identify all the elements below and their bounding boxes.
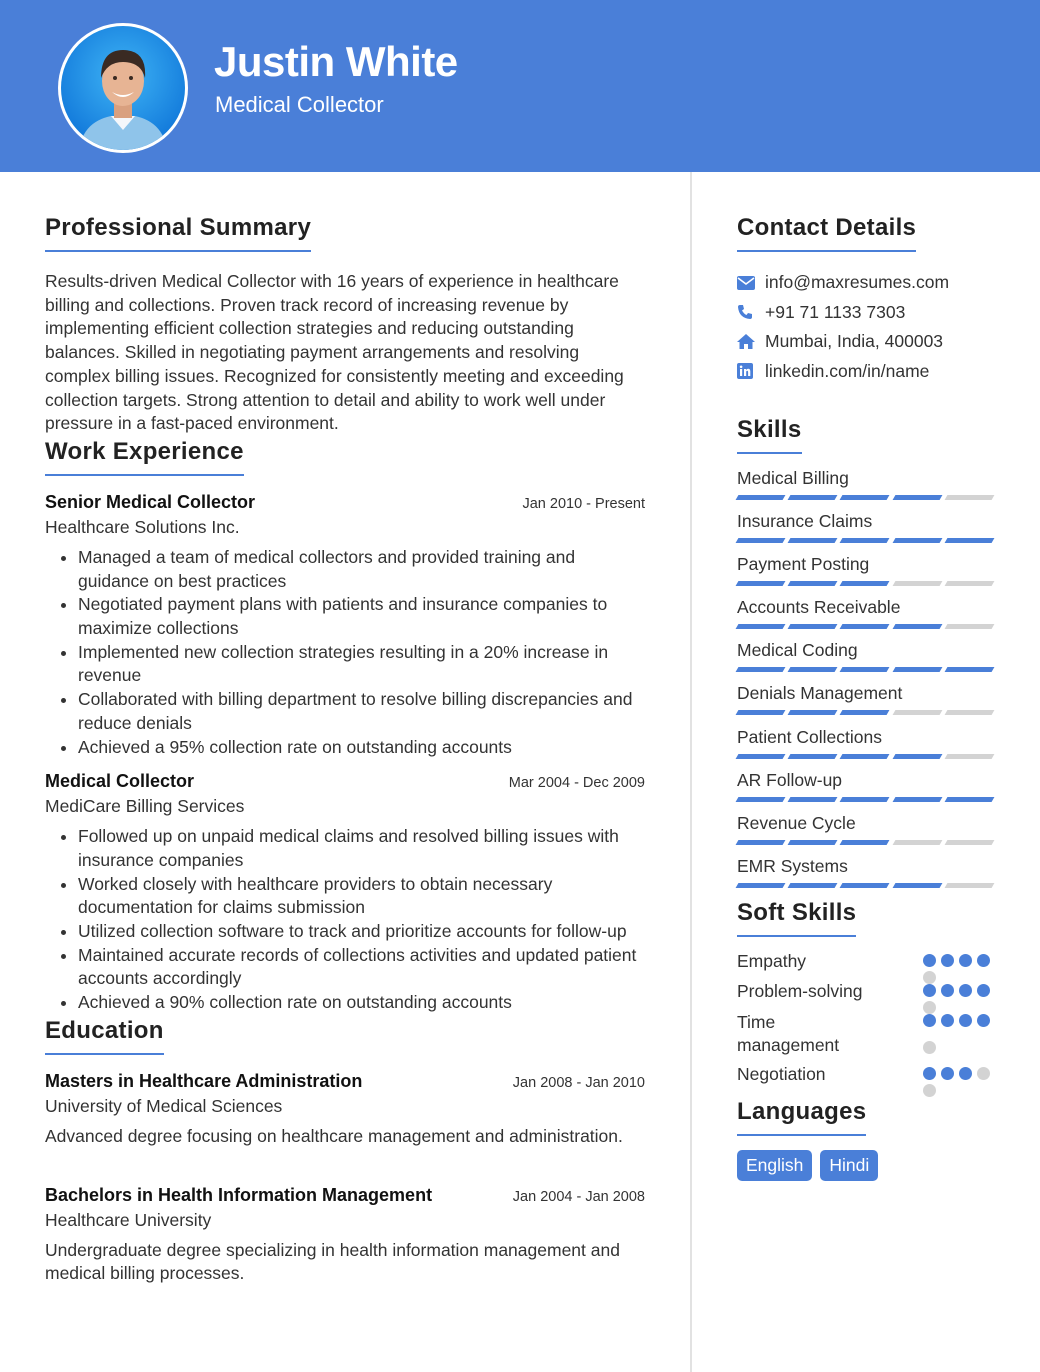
job-bullet: • Maintained accurate records of collections activities and updated patient accounts accordingly <box>78 944 645 991</box>
skill-level-segment <box>736 840 786 845</box>
job-entry <box>45 771 645 1015</box>
rating-dot <box>923 984 936 997</box>
languages-heading: Languages <box>737 1098 866 1136</box>
soft-skill-row <box>737 1064 995 1098</box>
soft-skill-rating <box>923 981 995 1011</box>
soft-skill-name: Negotiation <box>737 1063 826 1084</box>
job-date: Jan 2010 - Present <box>522 495 645 512</box>
school-name: Healthcare University <box>45 1209 212 1230</box>
rating-dot <box>977 984 990 997</box>
skill-level-bar <box>737 538 995 543</box>
rating-dot <box>977 1014 990 1027</box>
skill-level-segment <box>736 538 786 543</box>
skill-level-segment <box>892 495 942 500</box>
skill-level-segment <box>840 710 890 715</box>
job-title: Senior Medical Collector <box>45 491 256 512</box>
soft-skill-rating <box>923 1064 995 1098</box>
summary-heading: Professional Summary <box>45 214 311 252</box>
rating-dot <box>941 984 954 997</box>
skill-level-segment <box>892 667 942 672</box>
soft-skill-row <box>737 1011 995 1064</box>
skill-level-segment <box>840 754 890 759</box>
contact-heading: Contact Details <box>737 214 916 252</box>
linkedin-icon <box>737 363 765 379</box>
email-text: info@maxresumes.com <box>765 272 950 293</box>
skill-name: AR Follow-up <box>737 769 843 790</box>
job-bullet: • Collaborated with billing department to resolve billing discrepancies and reduce denials <box>78 688 645 735</box>
job-entry <box>45 492 645 759</box>
skill-level-bar <box>737 883 995 888</box>
skill-level-segment <box>892 581 942 586</box>
skill-item <box>737 813 995 856</box>
education-heading: Education <box>45 1017 164 1055</box>
soft-skills-list <box>737 951 995 1098</box>
soft-skill-rating <box>923 1011 995 1064</box>
skill-level-segment <box>788 538 838 543</box>
soft-skill-row <box>737 951 995 981</box>
skill-level-segment <box>736 797 786 802</box>
skill-level-segment <box>736 667 786 672</box>
job-bullet: • Worked closely with healthcare providers to obtain necessary documentation for claims submission <box>78 873 645 920</box>
skill-level-segment <box>944 624 994 629</box>
phone-icon <box>737 304 765 320</box>
skill-name: Denials Management <box>737 683 903 704</box>
skill-level-bar <box>737 754 995 759</box>
skill-level-segment <box>892 754 942 759</box>
soft-skill-rating <box>923 951 995 981</box>
education-description: Undergraduate degree specializing in health information management and medical billing processes. <box>45 1239 620 1284</box>
job-bullet: • Managed a team of medical collectors and provided training and guidance on best practices <box>78 546 645 593</box>
rating-dot <box>941 1067 954 1080</box>
skill-name: Accounts Receivable <box>737 597 901 618</box>
skill-level-segment <box>788 883 838 888</box>
experience-heading: Work Experience <box>45 438 244 476</box>
skill-level-segment <box>944 495 994 500</box>
soft-skill-name: Empathy <box>737 950 807 971</box>
skill-level-segment <box>788 624 838 629</box>
skill-level-segment <box>892 538 942 543</box>
skill-level-segment <box>788 754 838 759</box>
skill-name: Medical Coding <box>737 640 858 661</box>
home-icon <box>737 334 765 349</box>
skill-level-segment <box>944 538 994 543</box>
language-tags <box>737 1150 995 1181</box>
soft-skill-name: Problem-solving <box>737 980 863 1001</box>
job-date: Mar 2004 - Dec 2009 <box>508 775 645 792</box>
education-entry <box>45 1071 645 1149</box>
candidate-role: Medical Collector <box>215 92 384 117</box>
rating-dot <box>923 1084 936 1097</box>
skill-level-segment <box>944 710 994 715</box>
rating-dot <box>923 1067 936 1080</box>
skill-level-segment <box>892 624 942 629</box>
skill-level-segment <box>892 797 942 802</box>
sidebar-column <box>737 214 995 1181</box>
skill-item <box>737 727 995 770</box>
skill-level-segment <box>736 495 786 500</box>
rating-dot <box>923 1041 936 1054</box>
skill-item <box>737 554 995 597</box>
linkedin-text: linkedin.com/in/name <box>765 360 930 381</box>
skill-level-bar <box>737 840 995 845</box>
skill-level-segment <box>944 883 994 888</box>
skill-level-segment <box>892 883 942 888</box>
skill-item <box>737 770 995 813</box>
rating-dot <box>959 954 972 967</box>
rating-dot <box>923 1014 936 1027</box>
skill-level-segment <box>840 797 890 802</box>
job-company: Healthcare Solutions Inc. <box>45 516 240 537</box>
skill-level-bar <box>737 797 995 802</box>
skill-level-bar <box>737 495 995 500</box>
skill-level-segment <box>944 840 994 845</box>
skill-item <box>737 511 995 554</box>
rating-dot <box>959 1067 972 1080</box>
skill-level-segment <box>840 495 890 500</box>
skills-list <box>737 468 995 899</box>
soft-skill-row <box>737 981 995 1011</box>
school-name: University of Medical Sciences <box>45 1095 283 1116</box>
skill-level-segment <box>892 840 942 845</box>
profile-photo <box>61 26 185 150</box>
education-entry <box>45 1185 645 1286</box>
skill-name: EMR Systems <box>737 855 848 876</box>
job-bullet: • Achieved a 90% collection rate on outstanding accounts <box>78 991 645 1015</box>
skill-item <box>737 597 995 640</box>
skill-item <box>737 856 995 899</box>
header-banner <box>0 0 1040 172</box>
skill-level-segment <box>840 667 890 672</box>
skill-level-bar <box>737 710 995 715</box>
candidate-name: Justin White <box>214 38 458 85</box>
skill-level-segment <box>788 581 838 586</box>
skill-level-segment <box>788 667 838 672</box>
skill-name: Revenue Cycle <box>737 812 856 833</box>
skill-name: Insurance Claims <box>737 511 873 532</box>
skill-level-segment <box>736 754 786 759</box>
skill-level-segment <box>840 840 890 845</box>
skill-level-segment <box>840 538 890 543</box>
contact-linkedin[interactable] <box>737 357 995 387</box>
skill-level-segment <box>788 495 838 500</box>
skill-level-segment <box>736 710 786 715</box>
education-description: Advanced degree focusing on healthcare management and administration. <box>45 1125 623 1146</box>
address-text: Mumbai, India, 400003 <box>765 331 944 352</box>
skill-level-segment <box>944 754 994 759</box>
column-divider <box>690 172 692 1372</box>
education-date: Jan 2008 - Jan 2010 <box>512 1074 645 1091</box>
job-bullets <box>78 825 645 1015</box>
skill-level-segment <box>892 710 942 715</box>
education-date: Jan 2004 - Jan 2008 <box>512 1188 645 1205</box>
rating-dot <box>977 1067 990 1080</box>
skill-level-bar <box>737 624 995 629</box>
degree-title: Bachelors in Health Information Management <box>45 1184 433 1205</box>
summary-text: Results-driven Medical Collector with 16 years of experience in healthcare billing and collections. Proven track record of increasing revenue by implementing efficient collection strategies and reducing outstanding balances. Skilled in negotiating payment arrangements and resolving complex billing issues. Recognized for consistently meeting and exceeding collection targets. Strong attention to detail and ability to work well under pressure in a fast-paced environment. <box>45 271 624 434</box>
skill-name: Payment Posting <box>737 554 870 575</box>
skill-level-segment <box>736 883 786 888</box>
skill-level-segment <box>788 710 838 715</box>
main-column <box>45 214 645 1286</box>
contact-email[interactable] <box>737 268 995 298</box>
job-bullet: • Followed up on unpaid medical claims and resolved billing issues with insurance companies <box>78 825 645 872</box>
rating-dot <box>941 954 954 967</box>
contact-address <box>737 327 995 357</box>
job-company: MediCare Billing Services <box>45 796 245 817</box>
job-bullet: • Achieved a 95% collection rate on outstanding accounts <box>78 736 645 760</box>
skill-level-segment <box>944 667 994 672</box>
skill-name: Medical Billing <box>737 468 849 488</box>
skill-item <box>737 468 995 511</box>
job-bullet: • Utilized collection software to track and prioritize accounts for follow-up <box>78 920 645 944</box>
skill-level-segment <box>736 581 786 586</box>
skill-level-segment <box>736 624 786 629</box>
skill-level-segment <box>840 883 890 888</box>
language-tag: Hindi <box>820 1150 878 1181</box>
job-bullets <box>78 546 645 759</box>
skill-level-segment <box>840 581 890 586</box>
avatar <box>58 23 188 153</box>
skill-level-segment <box>840 624 890 629</box>
soft-skills-heading: Soft Skills <box>737 899 856 937</box>
skill-level-segment <box>788 797 838 802</box>
job-bullet: • Implemented new collection strategies resulting in a 20% increase in revenue <box>78 641 645 688</box>
job-bullet: • Negotiated payment plans with patients and insurance companies to maximize collections <box>78 593 645 640</box>
skill-level-bar <box>737 667 995 672</box>
soft-skill-name: Time management <box>737 1011 840 1055</box>
degree-title: Masters in Healthcare Administration <box>45 1070 363 1091</box>
skill-level-segment <box>944 797 994 802</box>
contact-phone[interactable] <box>737 298 995 328</box>
skill-item <box>737 640 995 683</box>
skill-item <box>737 683 995 726</box>
language-tag: English <box>737 1150 812 1181</box>
envelope-icon <box>737 276 765 290</box>
rating-dot <box>923 954 936 967</box>
skill-level-segment <box>944 581 994 586</box>
rating-dot <box>977 954 990 967</box>
skill-level-bar <box>737 581 995 586</box>
skills-heading: Skills <box>737 416 802 454</box>
rating-dot <box>959 984 972 997</box>
rating-dot <box>959 1014 972 1027</box>
job-title: Medical Collector <box>45 771 195 792</box>
skill-name: Patient Collections <box>737 726 882 747</box>
rating-dot <box>941 1014 954 1027</box>
phone-text: +91 71 1133 7303 <box>765 301 906 322</box>
skill-level-segment <box>788 840 838 845</box>
